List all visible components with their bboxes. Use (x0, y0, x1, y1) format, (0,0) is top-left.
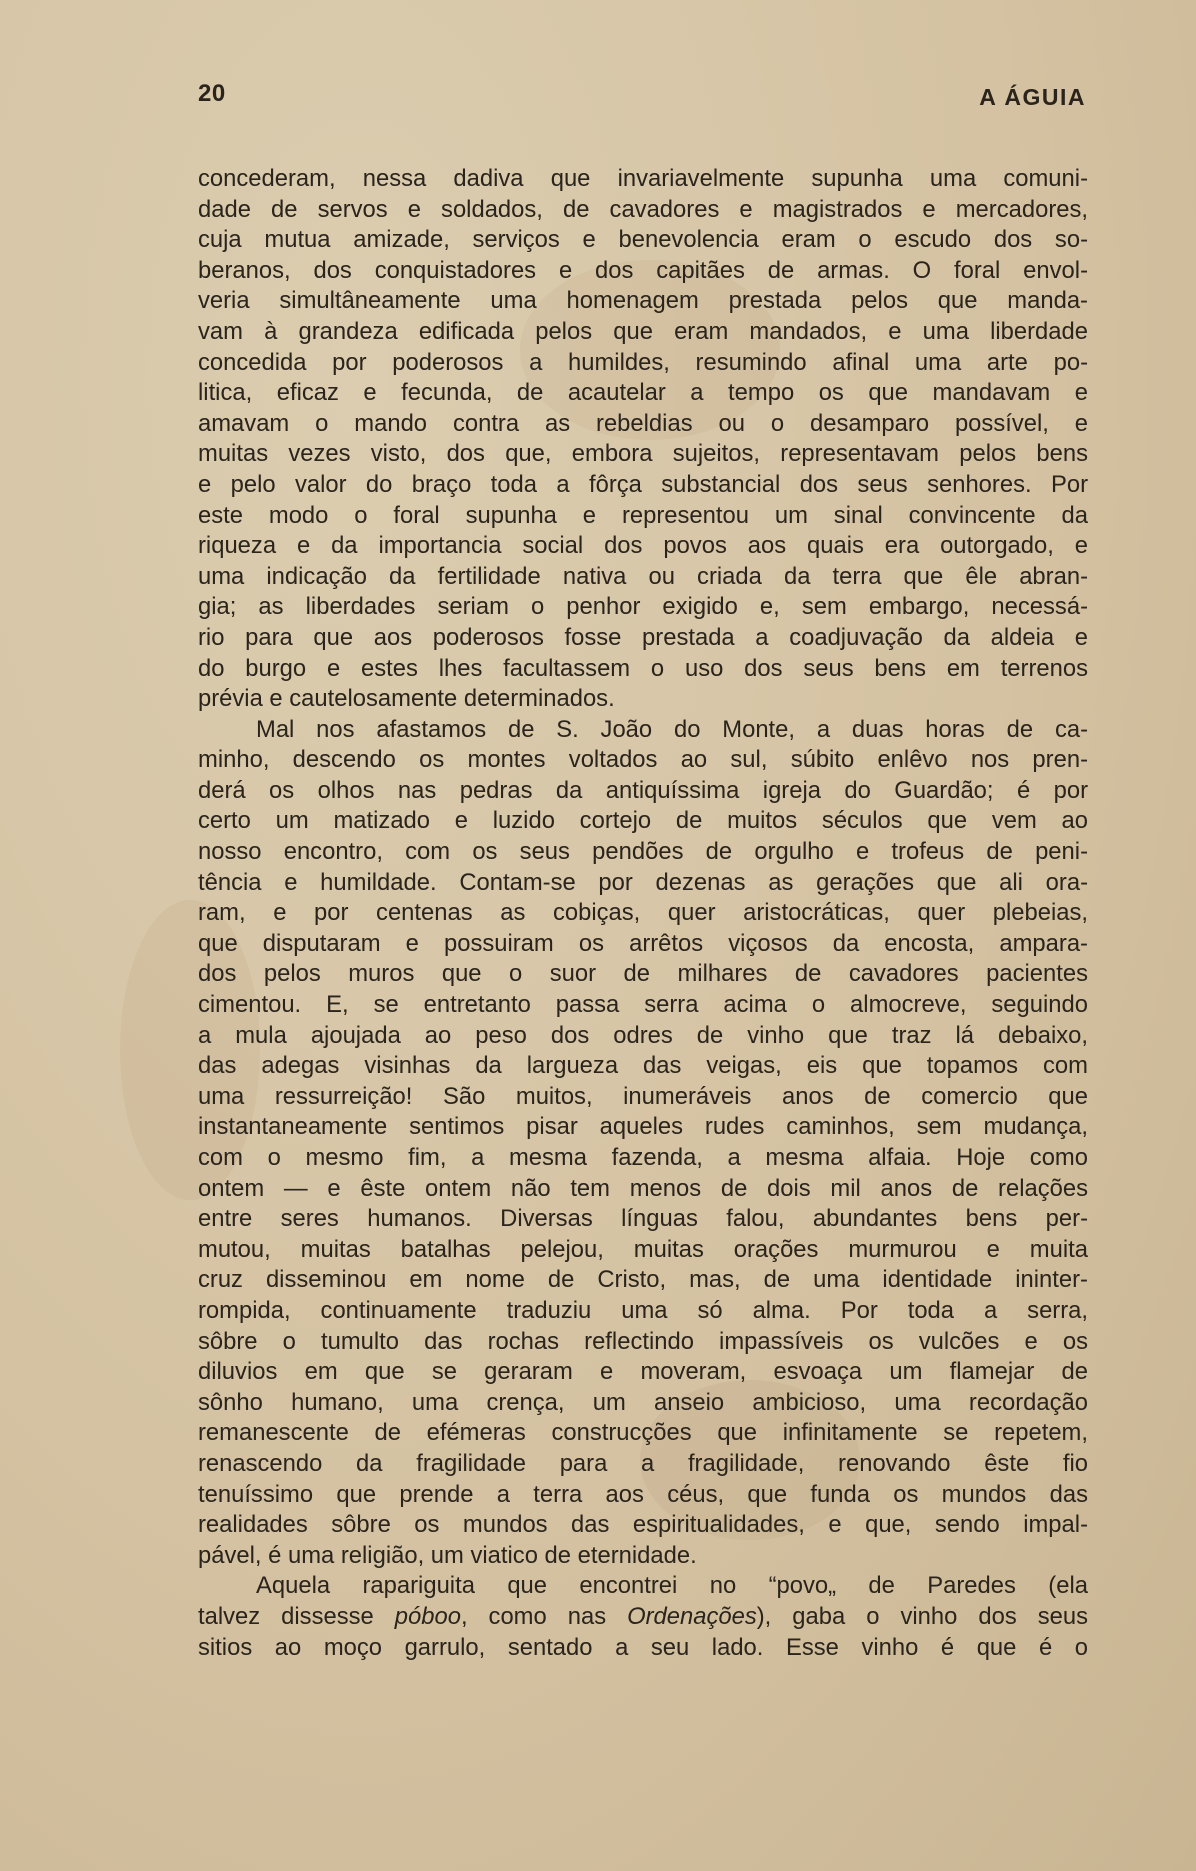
text-line: Aquela rapariguita que encontrei no “povo„ de Paredes (ela (256, 1572, 1088, 1600)
text-line: a mula ajoujada ao peso dos odres de vinho que traz lá debaixo, (198, 1021, 1088, 1049)
text-line: tenuíssimo que prende a terra aos céus, que funda os mundos das (198, 1480, 1088, 1508)
text-line: renascendo da fragilidade para a fragilidade, renovando êste fio (198, 1449, 1088, 1477)
text-line: riqueza e da importancia social dos povos aos quais era outorgado, e (198, 532, 1088, 560)
text-line: beranos, dos conquistadores e dos capitães de armas. O foral envol- (198, 256, 1088, 284)
text-line: pável, é uma religião, um viatico de eternidade. (198, 1541, 697, 1569)
text-line: cuja mutua amizade, serviços e benevolencia eram o escudo dos so- (198, 226, 1088, 254)
running-title: A ÁGUIA (979, 84, 1086, 110)
text-line: rio para que aos poderosos fosse prestada a coadjuvação da aldeia e (198, 623, 1088, 651)
body-text (198, 164, 1088, 1663)
text-segment: talvez dissesse (198, 1602, 395, 1630)
text-line: muitas vezes visto, dos que, embora sujeitos, representavam pelos bens (198, 440, 1088, 468)
text-line: vam à grandeza edificada pelos que eram mandados, e uma liberdade (198, 317, 1088, 345)
text-line: sônho humano, uma crença, um anseio ambicioso, uma recordação (198, 1388, 1088, 1416)
text-line: cimentou. E, se entretanto passa serra acima o almocreve, seguindo (198, 991, 1088, 1019)
paragraph-2 (198, 715, 1088, 1572)
text-line: minho, descendo os montes voltados ao sul, súbito enlêvo nos pren- (198, 746, 1088, 774)
text-line: mutou, muitas batalhas pelejou, muitas orações murmurou e muita (198, 1235, 1088, 1263)
text-line: Mal nos afastamos de S. João do Monte, a duas horas de ca- (256, 715, 1088, 743)
text-line: dade de servos e soldados, de cavadores e magistrados e mercadores, (198, 195, 1088, 223)
text-line: concederam, nessa dadiva que invariavelmente supunha uma comuni- (198, 165, 1088, 192)
paragraph-3 (198, 1571, 1088, 1663)
text-line: prévia e cautelosamente determinados. (198, 685, 615, 713)
text-line: do burgo e estes lhes facultassem o uso dos seus bens em terrenos (198, 654, 1088, 682)
text-line: dos pelos muros que o suor de milhares de cavadores pacientes (198, 960, 1088, 988)
text-line (198, 1602, 1088, 1633)
text-line: concedida por poderosos a humildes, resumindo afinal uma arte po- (198, 348, 1088, 376)
text-segment: ), gaba o vinho dos seus (756, 1602, 1088, 1630)
page-number: 20 (198, 80, 226, 107)
text-line: realidades sôbre os mundos das espiritualidades, e que, sendo impal- (198, 1511, 1088, 1539)
text-line: sitios ao moço garrulo, sentado a seu lado. Esse vinho é que é o (198, 1633, 1088, 1661)
text-line: que disputaram e possuiram os arrêtos viçosos da encosta, ampara- (198, 929, 1088, 957)
text-line: diluvios em que se geraram e moveram, esvoaça um flamejar de (198, 1358, 1088, 1386)
text-line: ram, e por centenas as cobiças, quer aristocráticas, quer plebeias, (198, 899, 1088, 927)
text-segment: , como nas (460, 1602, 628, 1630)
text-line: das adegas visinhas da largueza das veigas, eis que topamos com (198, 1052, 1088, 1080)
italic-term: póboo (394, 1602, 461, 1630)
text-line: uma ressurreição! São muitos, inumeráveis anos de comercio que (198, 1082, 1088, 1110)
text-line: com o mesmo fim, a mesma fazenda, a mesma alfaia. Hoje como (198, 1144, 1088, 1171)
text-line: sôbre o tumulto das rochas reflectindo impassíveis os vulcões e os (198, 1327, 1088, 1355)
text-line: amavam o mando contra as rebeldias ou o desamparo possível, e (198, 409, 1088, 437)
italic-title: Ordenações (627, 1602, 757, 1630)
text-line: cruz disseminou em nome de Cristo, mas, de uma identidade ininter- (198, 1266, 1088, 1294)
text-line: certo um matizado e luzido cortejo de muitos séculos que vem ao (198, 807, 1088, 835)
text-line: derá os olhos nas pedras da antiquíssima igreja do Guardão; é por (198, 776, 1088, 804)
text-line: gia; as liberdades seriam o penhor exigido e, sem embargo, necessá- (198, 593, 1088, 621)
text-line: instantaneamente sentimos pisar aqueles rudes caminhos, sem mudança, (198, 1113, 1088, 1141)
text-line: tência e humildade. Contam-se por dezenas as gerações que ali ora- (198, 868, 1088, 896)
text-line: uma indicação da fertilidade nativa ou criada da terra que êle abran- (198, 562, 1088, 590)
text-line: litica, eficaz e fecunda, de acautelar a tempo os que mandavam e (198, 379, 1088, 407)
text-line: rompida, continuamente traduziu uma só alma. Por toda a serra, (198, 1296, 1088, 1324)
paragraph-1 (198, 164, 1088, 715)
text-line: veria simultâneamente uma homenagem prestada pelos que manda- (198, 287, 1088, 315)
text-line: remanescente de efémeras construcções que infinitamente se repetem, (198, 1419, 1088, 1447)
text-line: nosso encontro, com os seus pendões de orgulho e trofeus de peni- (198, 838, 1088, 866)
text-line: ontem — e êste ontem não tem menos de dois mil anos de relações (198, 1174, 1088, 1202)
text-line: e pelo valor do braço toda a fôrça substancial dos seus senhores. Por (198, 470, 1088, 498)
text-line: entre seres humanos. Diversas línguas falou, abundantes bens per- (198, 1205, 1088, 1233)
text-line: este modo o foral supunha e representou um sinal convincente da (198, 501, 1088, 529)
